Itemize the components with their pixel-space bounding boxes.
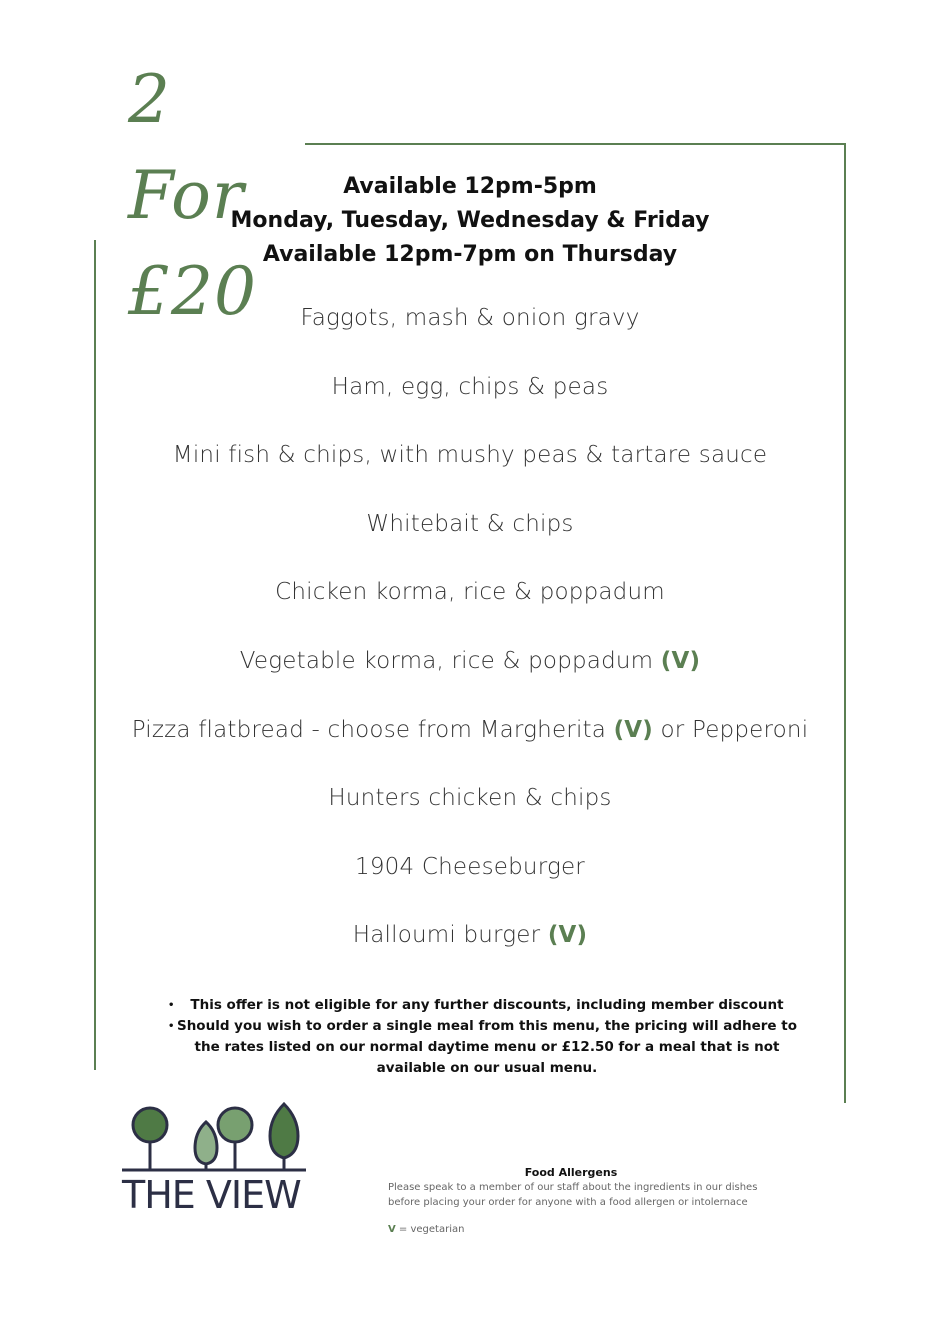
- menu-list: [100, 305, 840, 991]
- note-item: • This offer is not eligible for any further discounts, including member discount: [160, 995, 800, 1016]
- menu-item-text: 1904 Cheeseburger: [355, 853, 585, 880]
- availability-line2: Monday, Tuesday, Wednesday & Friday: [230, 208, 710, 233]
- legend-symbol: V: [388, 1224, 396, 1235]
- availability-line1: Available 12pm-5pm: [343, 174, 597, 199]
- frame-top-line: [305, 143, 846, 145]
- menu-item: [100, 305, 840, 374]
- menu-item: [100, 374, 840, 443]
- vegetarian-badge: (V): [613, 716, 653, 743]
- allergens-line2: before placing your order for anyone with a food allergen or intolernace: [388, 1197, 748, 1208]
- menu-item-text: Faggots, mash & onion gravy: [300, 305, 640, 331]
- menu-item: [100, 648, 840, 717]
- offer-title-line1: 2 For: [128, 61, 245, 234]
- frame-right-line: [844, 143, 846, 1103]
- availability-line3: Available 12pm-7pm on Thursday: [262, 242, 678, 267]
- menu-item-text: Mini fish & chips, with mushy peas & tartare sauce: [172, 442, 768, 469]
- menu-item: [100, 854, 840, 923]
- menu-item-text: Pizza flatbread - choose from Margherita: [131, 716, 614, 743]
- menu-item: [100, 442, 840, 511]
- menu-item-text: Vegetable korma, rice & poppadum: [239, 647, 661, 674]
- menu-item: [100, 785, 840, 854]
- menu-item-text: Chicken korma, rice & poppadum: [275, 579, 665, 606]
- menu-item-text: Hunters chicken & chips: [328, 785, 612, 812]
- menu-item-text: Whitebait & chips: [366, 510, 574, 537]
- vegetarian-badge: (V): [660, 647, 701, 674]
- legend-text: = vegetarian: [395, 1224, 465, 1235]
- note-item: • Should you wish to order a single meal from this menu, the pricing will adhere to the rates listed on our normal daytime menu or £12.50 for a meal that is not available on our usual menu.: [160, 1016, 800, 1079]
- logo-wordmark: THE VIEW: [122, 1173, 301, 1217]
- menu-item-text: Halloumi burger: [352, 922, 548, 949]
- availability-block: [200, 170, 740, 272]
- menu-item-text: Ham, egg, chips & peas: [331, 373, 609, 400]
- terms-notes: [160, 995, 800, 1079]
- food-allergens-block: [388, 1166, 788, 1210]
- menu-item: [100, 922, 840, 991]
- vegetarian-badge: (V): [547, 922, 588, 949]
- menu-item: [100, 511, 840, 580]
- vegetarian-legend: [388, 1224, 464, 1235]
- tree-icon: [270, 1104, 298, 1170]
- frame-left-line: [94, 240, 96, 1070]
- menu-item: [100, 579, 840, 648]
- offer-title-line2: £20: [128, 253, 257, 330]
- menu-item-text-after: or Pepperoni: [653, 716, 809, 743]
- tree-icon: [133, 1108, 167, 1170]
- tree-icon: [218, 1108, 252, 1170]
- menu-item: [100, 717, 840, 786]
- allergens-title: Food Allergens: [524, 1166, 618, 1179]
- tree-icon: [195, 1122, 217, 1170]
- allergens-line1: Please speak to a member of our staff about the ingredients in our dishes: [388, 1182, 758, 1193]
